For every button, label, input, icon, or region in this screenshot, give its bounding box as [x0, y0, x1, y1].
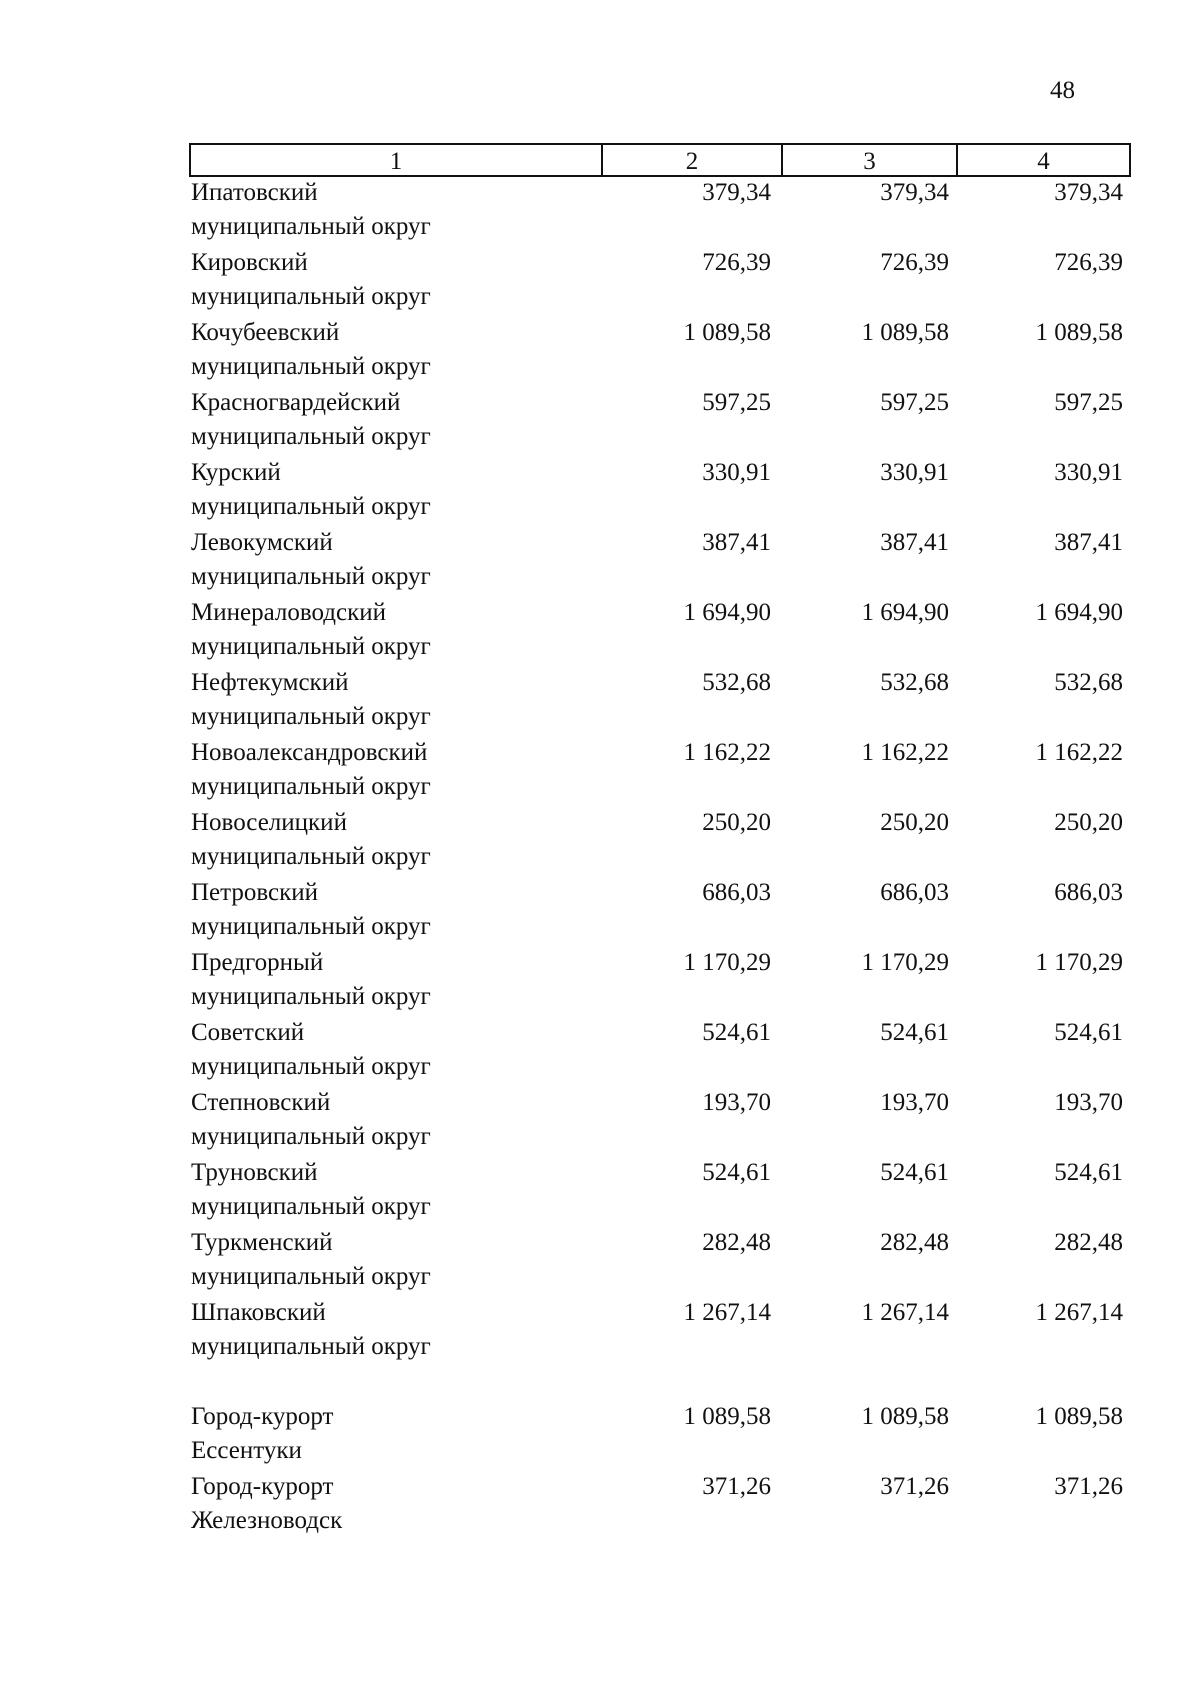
value-cell-col-3: 330,91	[880, 459, 949, 486]
value-cell-col-4: 1 694,90	[1035, 599, 1123, 626]
value-cell-col-3: 686,03	[880, 879, 949, 906]
value-cell-col-3: 250,20	[880, 809, 949, 836]
row-name-line-1: Советский	[191, 1019, 305, 1046]
row-name-line-2: муниципальный округ	[191, 983, 431, 1010]
table-row	[191, 876, 1131, 946]
value-cell-col-3: 726,39	[880, 249, 949, 276]
value-cell-col-2: 1 162,22	[683, 739, 771, 766]
row-name-cell	[191, 1470, 601, 1538]
value-cell-col-4: 597,25	[1054, 389, 1123, 416]
value-cell-col-4: 524,61	[1054, 1159, 1123, 1186]
value-cell-col-2: 379,34	[702, 179, 771, 206]
row-name-cell	[191, 1086, 601, 1154]
table-header-col-4: 4	[1037, 148, 1050, 175]
value-cell-col-4: 371,26	[1054, 1473, 1123, 1500]
table-header-col-2: 2	[603, 145, 783, 175]
row-name-cell	[191, 1226, 601, 1294]
page-number: 48	[1050, 77, 1075, 104]
value-cell-col-3: 379,34	[880, 179, 949, 206]
table-row	[191, 316, 1131, 386]
value-cell-col-3: 1 170,29	[861, 949, 949, 976]
value-cell-col-4: 686,03	[1054, 879, 1123, 906]
row-name-line-1: Кочубеевский	[191, 319, 340, 346]
row-name-cell	[191, 316, 601, 384]
row-name-line-1: Ипатовский	[191, 179, 318, 206]
table-row	[191, 946, 1131, 1016]
value-cell-col-4: 532,68	[1054, 669, 1123, 696]
value-cell-col-2: 1 089,58	[683, 1403, 771, 1430]
table-row	[191, 1016, 1131, 1086]
row-name-line-2: муниципальный округ	[191, 283, 431, 310]
row-name-cell	[191, 246, 601, 314]
row-name-line-2: муниципальный округ	[191, 1123, 431, 1150]
table-body	[191, 176, 1131, 1540]
row-name-line-1: Предгорный	[191, 949, 324, 976]
value-cell-col-2: 597,25	[702, 389, 771, 416]
value-cell-col-2: 1 694,90	[683, 599, 771, 626]
value-cell-col-4: 250,20	[1054, 809, 1123, 836]
value-cell-col-2: 532,68	[702, 669, 771, 696]
row-name-line-2: муниципальный округ	[191, 1263, 431, 1290]
row-name-line-1: Туркменский	[191, 1229, 333, 1256]
row-name-cell	[191, 806, 601, 874]
row-name-line-2: муниципальный округ	[191, 633, 431, 660]
value-cell-col-2: 371,26	[702, 1473, 771, 1500]
value-cell-col-3: 524,61	[880, 1019, 949, 1046]
table-row	[191, 246, 1131, 316]
row-name-cell	[191, 456, 601, 524]
table-row	[191, 1400, 1131, 1470]
value-cell-col-3: 532,68	[880, 669, 949, 696]
row-name-line-2: муниципальный округ	[191, 423, 431, 450]
table-header-col-3: 3	[783, 145, 958, 175]
row-name-line-1: Город-курорт	[191, 1403, 334, 1430]
row-name-line-2: муниципальный округ	[191, 913, 431, 940]
value-cell-col-3: 387,41	[880, 529, 949, 556]
value-cell-col-4: 1 170,29	[1035, 949, 1123, 976]
row-name-line-2: муниципальный округ	[191, 1193, 431, 1220]
table-row	[191, 1470, 1131, 1540]
row-name-cell	[191, 1400, 601, 1468]
row-name-cell	[191, 946, 601, 1014]
value-cell-col-2: 330,91	[702, 459, 771, 486]
table-header-row	[189, 143, 1131, 177]
row-name-line-1: Минераловодский	[191, 599, 387, 626]
row-name-cell	[191, 386, 601, 454]
row-name-line-1: Город-курорт	[191, 1473, 334, 1500]
value-cell-col-2: 524,61	[702, 1019, 771, 1046]
row-name-line-2: муниципальный округ	[191, 843, 431, 870]
row-name-line-2: Железноводск	[191, 1507, 343, 1534]
row-name-line-2: Ессентуки	[191, 1437, 302, 1464]
row-name-line-1: Красногвардейский	[191, 389, 401, 416]
value-cell-col-2: 726,39	[702, 249, 771, 276]
row-name-line-1: Труновский	[191, 1159, 318, 1186]
row-name-cell	[191, 1156, 601, 1224]
value-cell-col-4: 1 267,14	[1035, 1299, 1123, 1326]
value-cell-col-4: 524,61	[1054, 1019, 1123, 1046]
row-name-line-1: Шпаковский	[191, 1299, 326, 1326]
row-name-line-1: Новоалександровский	[191, 739, 428, 766]
table-row	[191, 806, 1131, 876]
value-cell-col-4: 330,91	[1054, 459, 1123, 486]
row-name-cell	[191, 176, 601, 244]
row-name-line-1: Курский	[191, 459, 281, 486]
row-name-line-2: муниципальный округ	[191, 213, 431, 240]
row-name-cell	[191, 1296, 601, 1364]
row-name-cell	[191, 1016, 601, 1084]
value-cell-col-3: 524,61	[880, 1159, 949, 1186]
row-name-cell	[191, 596, 601, 664]
table-row	[191, 1226, 1131, 1296]
value-cell-col-2: 1 267,14	[683, 1299, 771, 1326]
row-name-cell	[191, 526, 601, 594]
value-cell-col-2: 282,48	[702, 1229, 771, 1256]
value-cell-col-4: 379,34	[1054, 179, 1123, 206]
value-cell-col-3: 371,26	[880, 1473, 949, 1500]
value-cell-col-3: 1 089,58	[861, 1403, 949, 1430]
value-cell-col-3: 282,48	[880, 1229, 949, 1256]
value-cell-col-3: 1 162,22	[861, 739, 949, 766]
table-row	[191, 176, 1131, 246]
table-row	[191, 736, 1131, 806]
row-name-line-1: Кировский	[191, 249, 308, 276]
value-cell-col-3: 1 267,14	[861, 1299, 949, 1326]
row-name-line-2: муниципальный округ	[191, 1333, 431, 1360]
table-row	[191, 1086, 1131, 1156]
value-cell-col-4: 387,41	[1054, 529, 1123, 556]
row-name-line-2: муниципальный округ	[191, 1053, 431, 1080]
table-row	[191, 456, 1131, 526]
table-row	[191, 386, 1131, 456]
row-name-line-2: муниципальный округ	[191, 703, 431, 730]
row-name-cell	[191, 666, 601, 734]
row-name-line-2: муниципальный округ	[191, 773, 431, 800]
table-row	[191, 1156, 1131, 1226]
value-cell-col-3: 1 694,90	[861, 599, 949, 626]
value-cell-col-3: 193,70	[880, 1089, 949, 1116]
value-cell-col-4: 1 162,22	[1035, 739, 1123, 766]
value-cell-col-2: 1 170,29	[683, 949, 771, 976]
value-cell-col-2: 686,03	[702, 879, 771, 906]
row-name-line-2: муниципальный округ	[191, 563, 431, 590]
table-row	[191, 666, 1131, 736]
value-cell-col-2: 387,41	[702, 529, 771, 556]
value-cell-col-4: 1 089,58	[1035, 1403, 1123, 1430]
row-name-line-1: Петровский	[191, 879, 319, 906]
value-cell-col-4: 282,48	[1054, 1229, 1123, 1256]
row-name-line-1: Нефтекумский	[191, 669, 349, 696]
value-cell-col-2: 1 089,58	[683, 319, 771, 346]
row-name-line-2: муниципальный округ	[191, 493, 431, 520]
row-name-cell	[191, 736, 601, 804]
row-name-line-1: Левокумский	[191, 529, 333, 556]
value-cell-col-4: 193,70	[1054, 1089, 1123, 1116]
value-cell-col-3: 597,25	[880, 389, 949, 416]
table-header-col-1: 1	[191, 145, 603, 175]
value-cell-col-2: 193,70	[702, 1089, 771, 1116]
row-name-cell	[191, 876, 601, 944]
value-cell-col-2: 524,61	[702, 1159, 771, 1186]
value-cell-col-2: 250,20	[702, 809, 771, 836]
table-row	[191, 1296, 1131, 1366]
value-cell-col-3: 1 089,58	[861, 319, 949, 346]
value-cell-col-4: 1 089,58	[1035, 319, 1123, 346]
row-name-line-1: Степновский	[191, 1089, 331, 1116]
row-name-line-1: Новоселицкий	[191, 809, 347, 836]
row-name-line-2: муниципальный округ	[191, 353, 431, 380]
value-cell-col-4: 726,39	[1054, 249, 1123, 276]
table-row	[191, 596, 1131, 666]
table-row	[191, 526, 1131, 596]
